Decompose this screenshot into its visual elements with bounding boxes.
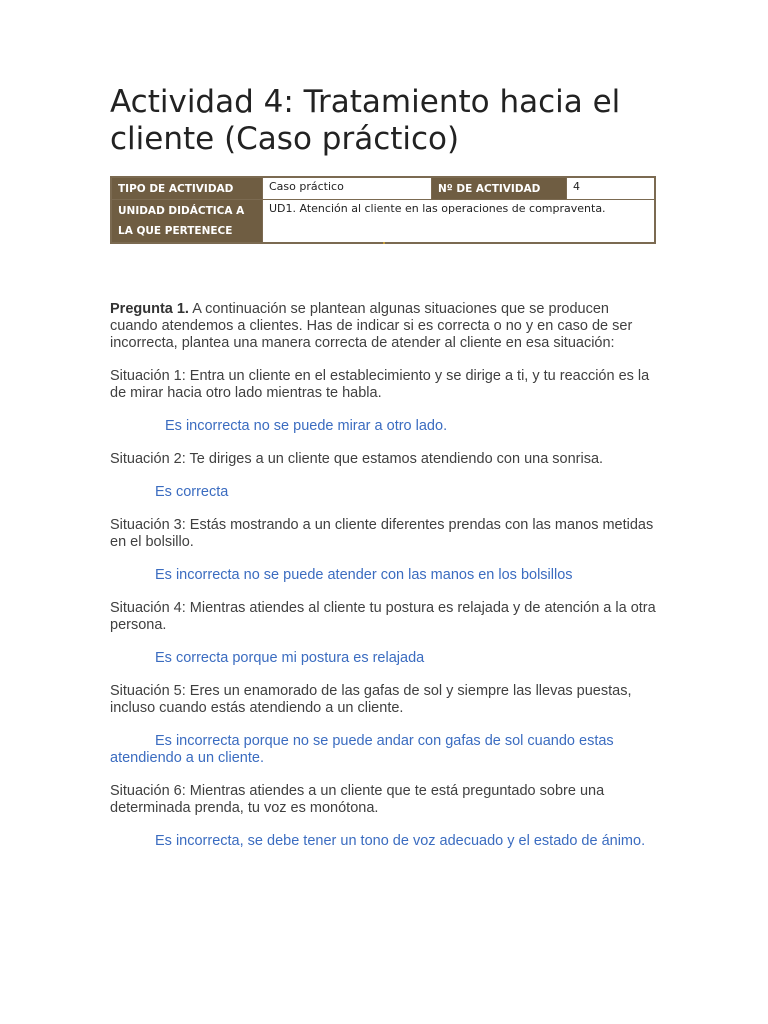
answer-1: Es incorrecta no se puede mirar a otro lado. [165,418,448,434]
situation-4: Situación 4: Mientras atiendes al cliente tu postura es relajada y de atención a la otra persona. [110,600,656,633]
situation-1: Situación 1: Entra un cliente en el establecimiento y se dirige a ti, y tu reacción es la de mirar hacia otro lado mientras te habla. [110,368,650,401]
tipo-value: Caso práctico [263,177,432,200]
tipo-label: TIPO DE ACTIVIDAD [111,177,263,200]
unidad-label [111,200,263,244]
page-title: Actividad 4: Tratamiento hacia el cliente (Caso práctico) [110,84,621,157]
answer-3: Es incorrecta no se puede atender con las manos en los bolsillos [155,567,573,583]
answer-2: Es correcta [155,484,229,500]
question-paragraph [110,301,656,352]
decorative-dot [383,242,385,244]
answer-4: Es correcta porque mi postura es relajada [155,650,425,666]
answer-6: Es incorrecta, se debe tener un tono de voz adecuado y el estado de ánimo. [155,833,646,849]
document-body [110,301,656,866]
unidad-label-line-1: UNIDAD DIDÁCTICA A [118,205,245,217]
question-text: A continuación se plantean algunas situaciones que se producen cuando atendemos a clientes. Has de indicar si es correcta o no y en caso de ser incorrecta, plantea una manera correcta de atender al cliente en esa situación: [110,301,633,351]
unidad-value: UD1. Atención al cliente en las operaciones de compraventa. [263,200,656,244]
num-label: Nº DE ACTIVIDAD [432,177,567,200]
activity-info-table [110,176,656,244]
question-label: Pregunta 1. [110,301,189,317]
num-value: 4 [567,177,656,200]
situation-5: Situación 5: Eres un enamorado de las gafas de sol y siempre las llevas puestas, incluso cuando estás atendiendo a un cliente. [110,683,632,716]
situation-3: Situación 3: Estás mostrando a un cliente diferentes prendas con las manos metidas en el bolsillo. [110,517,654,550]
situation-2: Situación 2: Te diriges a un cliente que estamos atendiendo con una sonrisa. [110,451,604,467]
unidad-label-line-2: LA QUE PERTENECE [118,225,233,237]
answer-5: Es incorrecta porque no se puede andar con gafas de sol cuando estas atendiendo a un cliente. [110,733,614,766]
situation-6: Situación 6: Mientras atiendes a un cliente que te está preguntado sobre una determinada prenda, tu voz es monótona. [110,783,605,816]
